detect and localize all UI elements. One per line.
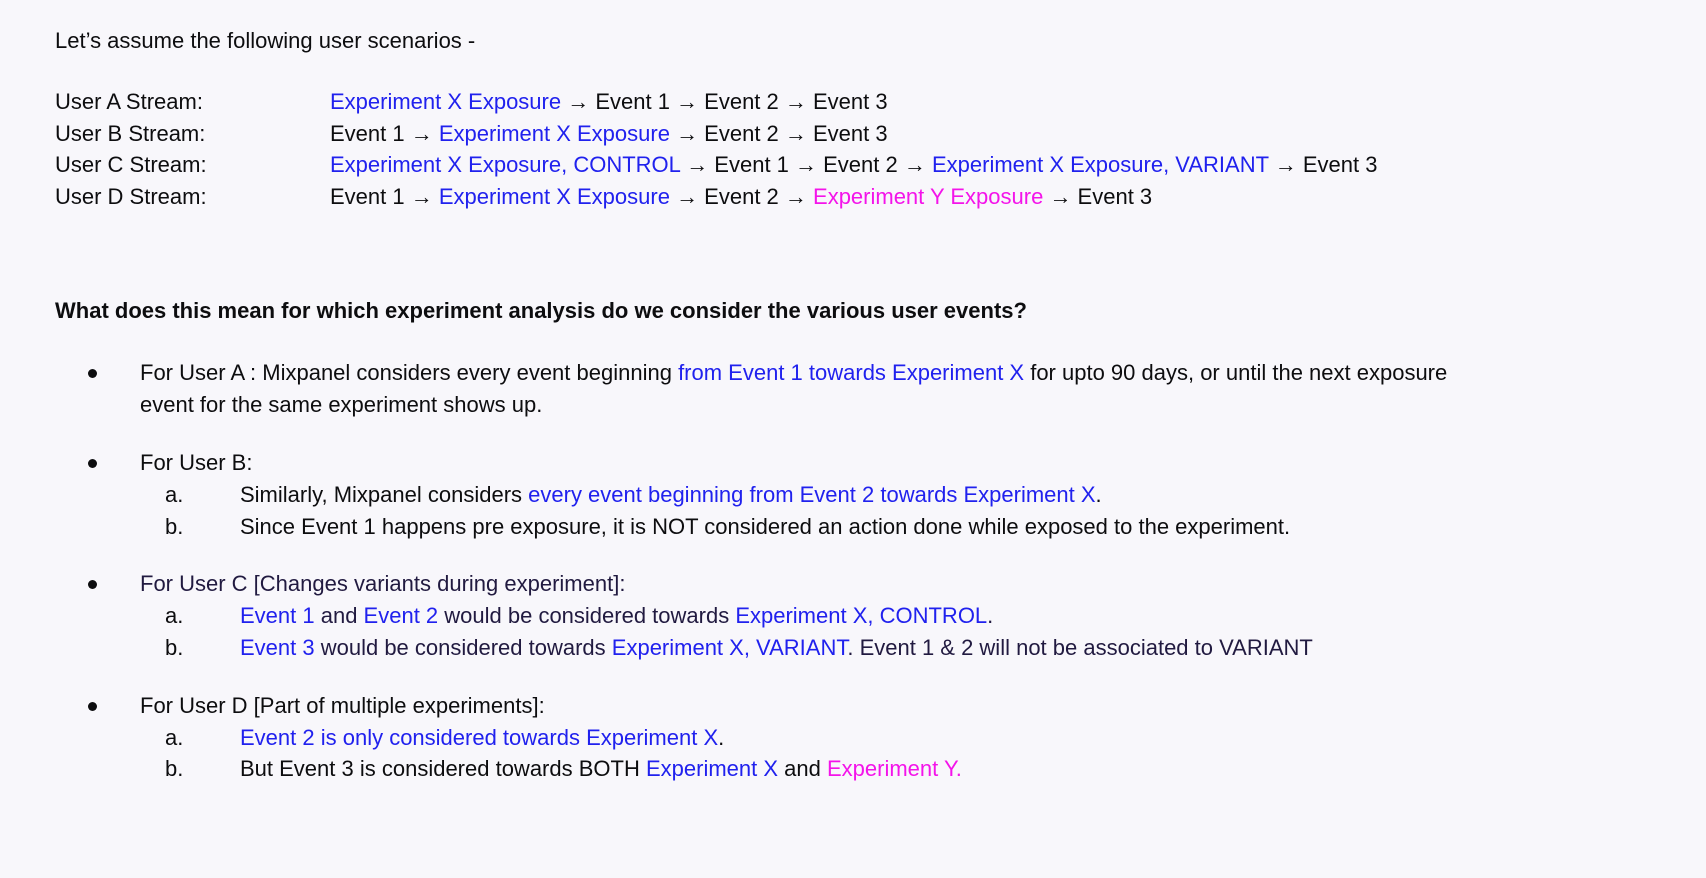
bullet-dot-icon xyxy=(88,702,97,711)
text-segment: For User B: xyxy=(140,449,253,475)
intro-paragraph: Let’s assume the following user scenarios - xyxy=(55,28,476,53)
bullet-group xyxy=(55,447,1666,542)
bullet-marker-column xyxy=(55,690,140,722)
text-segment: Experiment X Exposure, CONTROL xyxy=(330,152,681,178)
text-segment: → Event 1 → Event 2 → Event 3 xyxy=(561,89,888,114)
text-segment: Experiment X, CONTROL xyxy=(735,603,988,629)
question-heading: What does this mean for which experiment analysis do we consider the various user events? xyxy=(55,297,1027,323)
text-segment: . xyxy=(1095,481,1102,507)
bullet-lead xyxy=(140,690,545,722)
sub-item-marker: a. xyxy=(165,481,184,507)
sub-item-text xyxy=(240,479,1102,511)
text-segment: for upto 90 days, or until the next exposure event for the same experiment shows up. xyxy=(140,359,1454,417)
bullet-dot-icon xyxy=(88,459,97,468)
bullet-dot-icon xyxy=(88,369,97,378)
text-segment: Experiment X Exposure, VARIANT xyxy=(931,152,1269,178)
bullet-group xyxy=(55,690,1666,785)
text-segment: Since Event 1 happens pre exposure, it is NOT considered an action done while exposed to the experiment. xyxy=(240,513,1291,539)
bullet-lead-row xyxy=(55,447,1666,479)
text-segment: and xyxy=(778,756,827,782)
text-segment: every event beginning from Event 2 towards Experiment X xyxy=(528,481,1096,507)
bullet-lead xyxy=(140,447,252,479)
text-segment: → Event 1 → Event 2 → xyxy=(680,152,932,178)
bullet-lead xyxy=(140,568,625,600)
text-segment: Event 2 xyxy=(363,603,439,629)
stream-label: User D Stream: xyxy=(55,184,207,210)
text-segment: → Event 2 → xyxy=(669,184,814,210)
text-segment: For User D [Part of multiple experiments]: xyxy=(140,692,545,718)
sub-item-text xyxy=(240,722,724,754)
sub-item-marker: a. xyxy=(165,724,184,750)
bullet-group xyxy=(55,568,1666,663)
text-segment: Experiment X Exposure xyxy=(330,89,562,114)
sub-item xyxy=(55,479,1666,511)
text-segment: Experiment X xyxy=(645,756,779,782)
bullet-dot-icon xyxy=(88,580,97,589)
sub-item-text xyxy=(240,600,993,632)
bullet-lead-row xyxy=(55,568,1666,600)
bullet-marker-column xyxy=(55,357,140,421)
sub-item-text xyxy=(240,753,962,785)
stream-label: User A Stream: xyxy=(55,89,203,114)
text-segment: Experiment Y. xyxy=(826,756,962,782)
text-segment: → Event 3 xyxy=(1043,184,1153,210)
stream-row xyxy=(55,118,1666,150)
bullet-lead-row xyxy=(55,690,1666,722)
bullet-lead xyxy=(140,357,1492,421)
text-segment: Event 1 xyxy=(240,603,315,629)
stream-row xyxy=(55,181,1666,213)
sub-item xyxy=(55,632,1666,664)
text-segment: Experiment X Exposure xyxy=(438,184,670,210)
sub-item xyxy=(55,722,1666,754)
text-segment: and xyxy=(314,603,364,629)
sub-item xyxy=(55,753,1666,785)
bullet-marker-column xyxy=(55,447,140,479)
stream-list xyxy=(55,86,1666,213)
text-segment: Experiment X Exposure xyxy=(438,120,670,146)
text-segment: For User C [Changes variants during experiment]: xyxy=(140,571,626,597)
stream-content xyxy=(330,149,1377,181)
stream-content xyxy=(330,118,888,150)
text-segment: Similarly, Mixpanel considers xyxy=(240,481,529,507)
bullet-lead-row xyxy=(55,357,1666,421)
stream-content xyxy=(330,86,888,118)
sub-item xyxy=(55,511,1666,543)
text-segment: → Event 2 → Event 3 xyxy=(669,120,888,146)
stream-row xyxy=(55,86,1666,118)
text-segment: would be considered towards xyxy=(314,634,612,660)
sub-item-marker: b. xyxy=(165,634,184,660)
text-segment: . xyxy=(987,603,994,629)
text-segment: But Event 3 is considered towards BOTH xyxy=(240,756,646,782)
text-segment: → Event 3 xyxy=(1268,152,1378,178)
text-segment: Event 3 xyxy=(240,634,315,660)
sub-item xyxy=(55,600,1666,632)
bullet-list xyxy=(55,357,1666,785)
text-segment: Event 1 → xyxy=(330,120,439,146)
text-segment: would be considered towards xyxy=(438,603,736,629)
text-segment: . Event 1 & 2 will not be associated to VARIANT xyxy=(847,634,1313,660)
bullet-marker-column xyxy=(55,568,140,600)
text-segment: Event 2 is only considered towards Experiment X xyxy=(240,724,719,750)
text-segment: . xyxy=(718,724,725,750)
bullet-group xyxy=(55,357,1666,421)
text-segment: For User A : Mixpanel considers every event beginning xyxy=(140,359,679,385)
stream-content xyxy=(330,181,1152,213)
stream-label: User B Stream: xyxy=(55,120,206,146)
sub-item-marker: a. xyxy=(165,603,184,629)
text-segment: Experiment X, VARIANT xyxy=(611,634,848,660)
text-segment: Experiment Y Exposure xyxy=(813,184,1044,210)
stream-label: User C Stream: xyxy=(55,152,207,178)
text-segment: from Event 1 towards Experiment X xyxy=(678,359,1025,385)
stream-row xyxy=(55,149,1666,181)
text-segment: Event 1 → xyxy=(330,184,439,210)
sub-item-marker: b. xyxy=(165,756,184,782)
sub-item-text xyxy=(240,511,1290,543)
sub-item-text xyxy=(240,632,1313,664)
sub-item-marker: b. xyxy=(165,513,184,539)
